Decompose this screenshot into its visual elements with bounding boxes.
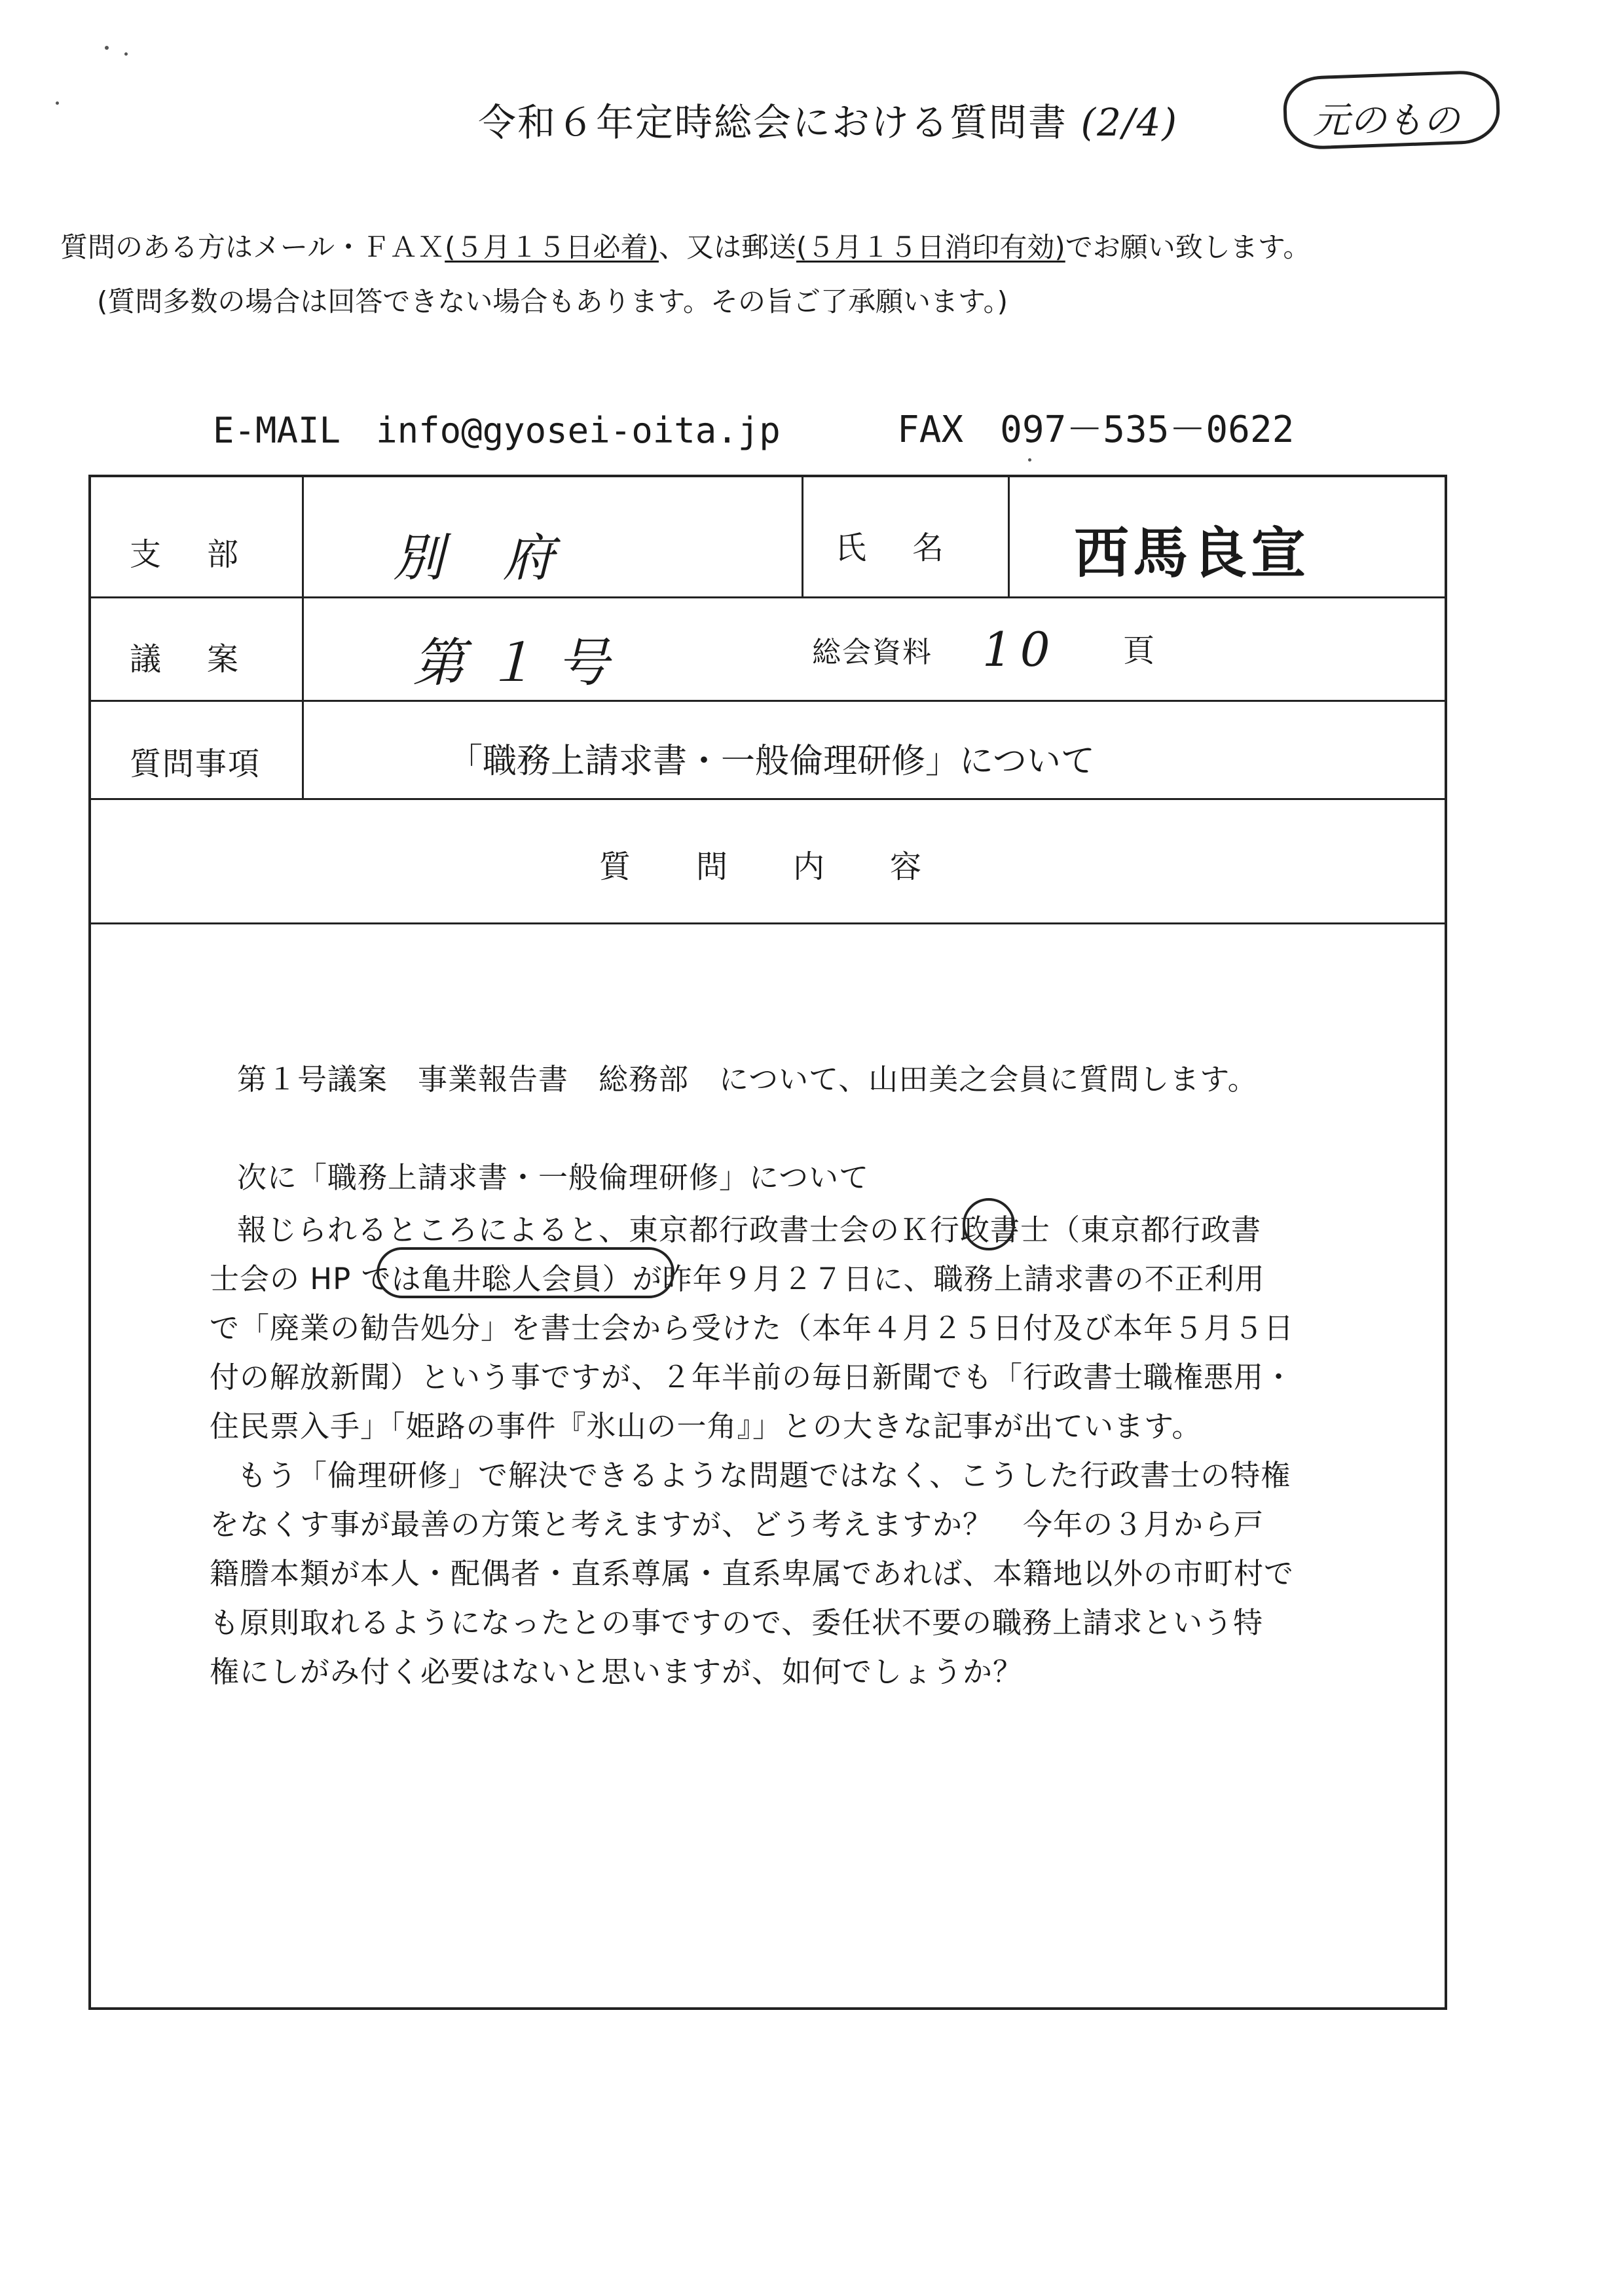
scan-speck: [56, 101, 59, 105]
material-label: 総会資料: [812, 636, 932, 669]
subject-label: 質問事項: [130, 746, 261, 782]
scan-speck: [124, 52, 128, 56]
notice-mid: 、又は郵送: [658, 231, 796, 263]
column-divider: [1008, 477, 1010, 596]
handwritten-circle-k: [963, 1198, 1015, 1250]
page-number-mark: (2/4): [1080, 100, 1179, 145]
body-line: 士会の HP では亀井聡人会員）が昨年９月２７日に、職務上請求書の不正利用: [210, 1262, 1265, 1296]
body-line: 報じられるところによると、東京都行政書士会のＫ行政書士（東京都行政書: [237, 1212, 1262, 1247]
branch-label: 支部: [130, 536, 285, 573]
email-address: E-MAIL info@gyosei-oita.jp: [213, 410, 781, 451]
body-line: で「廃業の勧告処分」を書士会から受けた（本年４月２５日付及び本年５月５日: [210, 1311, 1295, 1345]
branch-value: 別府: [393, 529, 614, 588]
body-line: もう「倫理研修」で解決できるような問題ではなく、こうした行政書士の特権: [237, 1458, 1291, 1493]
post-deadline: (５月１５日消印有効): [796, 231, 1065, 263]
material-page-value: 10: [982, 622, 1058, 677]
title-text: 令和６年定時総会における質問書: [478, 100, 1068, 145]
mail-deadline: (５月１５日必着): [445, 231, 659, 263]
body-line: 付の解放新聞）という事ですが、２年半前の毎日新聞でも「行政書士職権悪用・: [210, 1360, 1295, 1394]
scan-speck: [1028, 458, 1031, 462]
body-line: 第１号議案 事業報告書 総務部 について、山田美之会員に質問します。: [237, 1062, 1258, 1097]
row-divider: [91, 596, 1445, 598]
body-line: も原則取れるようになったとの事ですので、委任状不要の職務上請求という特: [210, 1605, 1264, 1640]
handwritten-circle-member: [377, 1247, 674, 1298]
name-label: 氏名: [835, 530, 990, 566]
subject-value: 「職務上請求書・一般倫理研修」について: [449, 742, 1095, 781]
submission-notice: [60, 226, 1310, 265]
row-divider: [91, 700, 1445, 702]
notice-end: でお願い致します。: [1065, 231, 1311, 263]
document-title: [478, 92, 1178, 147]
page-unit: 頁: [1123, 632, 1159, 669]
content-heading: 質問内容: [599, 848, 987, 885]
fax-number: FAX 097－535－0622: [897, 409, 1295, 451]
bill-value: 第１号: [413, 632, 629, 693]
body-line: 権にしがみ付く必要はないと思いますが、如何でしょうか？: [210, 1654, 1024, 1689]
body-line: 籍謄本類が本人・配偶者・直系尊属・直系卑属であれば、本籍地以外の市町村で: [210, 1556, 1295, 1591]
bill-label: 議案: [130, 641, 285, 678]
row-divider: [91, 798, 1445, 800]
body-line: 住民票入手」「姫路の事件『氷山の一角』」との大きな記事が出ています。: [210, 1409, 1202, 1444]
notice-caveat: (質問多数の場合は回答できない場合もあります。その旨ご了承願います。): [97, 285, 1008, 318]
column-divider: [302, 477, 304, 798]
column-divider: [802, 477, 803, 596]
body-line: をなくす事が最善の方策と考えますが、どう考えますか？ 今年の３月から戸: [210, 1507, 1264, 1542]
handwritten-note: 元のもの: [1313, 100, 1460, 142]
notice-intro: 質問のある方はメール・ＦＡＸ: [60, 231, 445, 263]
name-value: 西馬良宣: [1074, 520, 1310, 585]
row-divider: [91, 922, 1445, 924]
body-line: 次に「職務上請求書・一般倫理研修」について: [237, 1160, 870, 1195]
scan-speck: [105, 46, 109, 50]
